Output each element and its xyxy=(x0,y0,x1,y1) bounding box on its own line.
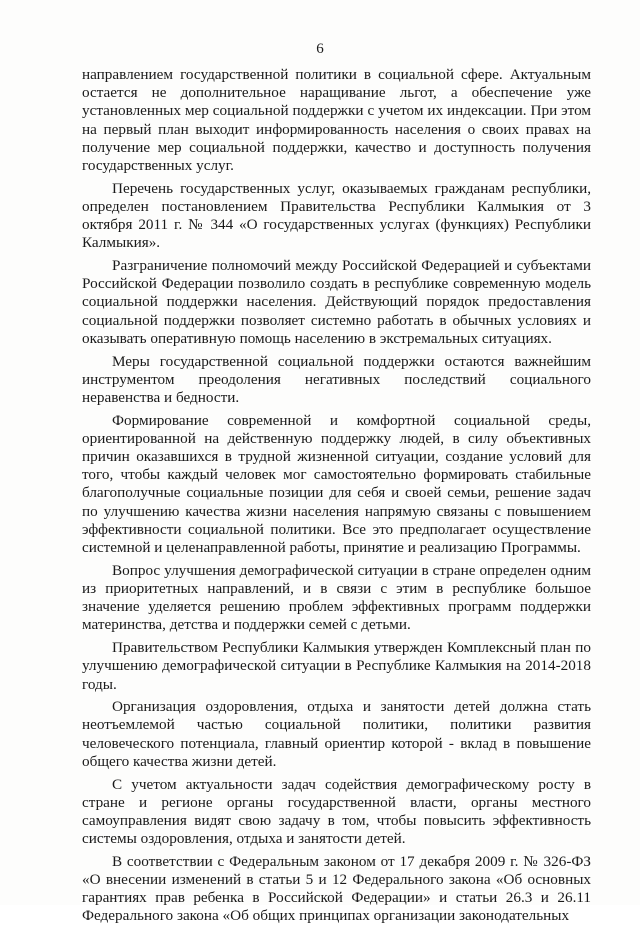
paragraph-1: направлением государственной политики в социальной сфере. Актуальным остается не дополнительное наращивание льгот, а обеспечение уже установленных мер социальной поддержки с учетом их индексации. При этом на первый план выходит информированность населения о своих правах на получение мер социальной поддержки, качество и доступность получения государственных услуг. xyxy=(82,66,591,175)
page-number: 6 xyxy=(316,41,324,57)
paragraph-8: Организация оздоровления, отдыха и занятости детей должна стать неотъемлемой частью социальной политики, политики развития человеческого потенциала, главный ориентир которой - вклад в повышение общего качества жизни детей. xyxy=(82,698,591,770)
paragraph-6: Вопрос улучшения демографической ситуации в стране определен одним из приоритетных направлений, и в связи с этим в республике большое значение уделяется решению проблем эффективных программ поддержки материнства, детства и поддержки семей с детьми. xyxy=(82,561,591,634)
paragraph-4: Меры государственной социальной поддержки остаются важнейшим инструментом преодоления негативных последствий социального неравенства и бедности. xyxy=(82,352,591,406)
paragraph-3: Разграничение полномочий между Российской Федерацией и субъектами Российской Федерации позволило создать в республике современную модель социальной поддержки населения. Действующий порядок предоставления социальной поддержки позволяет системно работать в обычных условиях и оказывать оперативную помощь населению в экстремальных ситуациях. xyxy=(82,257,591,347)
paragraph-5: Формирование современной и комфортной социальной среды, ориентированной на действенную поддержку людей, в силу объективных причин оказавшихся в трудной жизненной ситуации, создание условий для того, чтобы каждый человек мог самостоятельно формировать стабильные благополучные социальные позиции для себя и своей семьи, решение задач по улучшению качества жизни населения напрямую связаны с повышением эффективности социальной политики. Все это предполагает осуществление системной и целенаправленной работы, принятие и реализацию Программы. xyxy=(82,411,591,557)
paragraph-10: В соответствии с Федеральным законом от 17 декабря 2009 г. № 326-ФЗ «О внесении изменений в статьи 5 и 12 Федерального закона «Об основных гарантиях прав ребенка в Российской Федерации» и статьи 26.3 и 26.11 Федерального закона «Об общих принципах организации законодательных xyxy=(82,852,591,925)
paragraph-2: Перечень государственных услуг, оказываемых гражданам республики, определен постановлением Правительства Республики Калмыкия от 3 октября 2011 г. № 344 «О государственных услугах (функциях) Республики Калмыкия». xyxy=(82,179,591,252)
body-text xyxy=(82,66,591,930)
paragraph-7: Правительством Республики Калмыкия утвержден Комплексный план по улучшению демографической ситуации в Республике Калмыкия на 2014-2018 годы. xyxy=(82,639,591,693)
paragraph-9: С учетом актуальности задач содействия демографическому росту в стране и регионе органы государственной власти, органы местного самоуправления видят свою задачу в том, чтобы повысить эффективность системы оздоровления, отдыха и занятости детей. xyxy=(82,775,591,848)
